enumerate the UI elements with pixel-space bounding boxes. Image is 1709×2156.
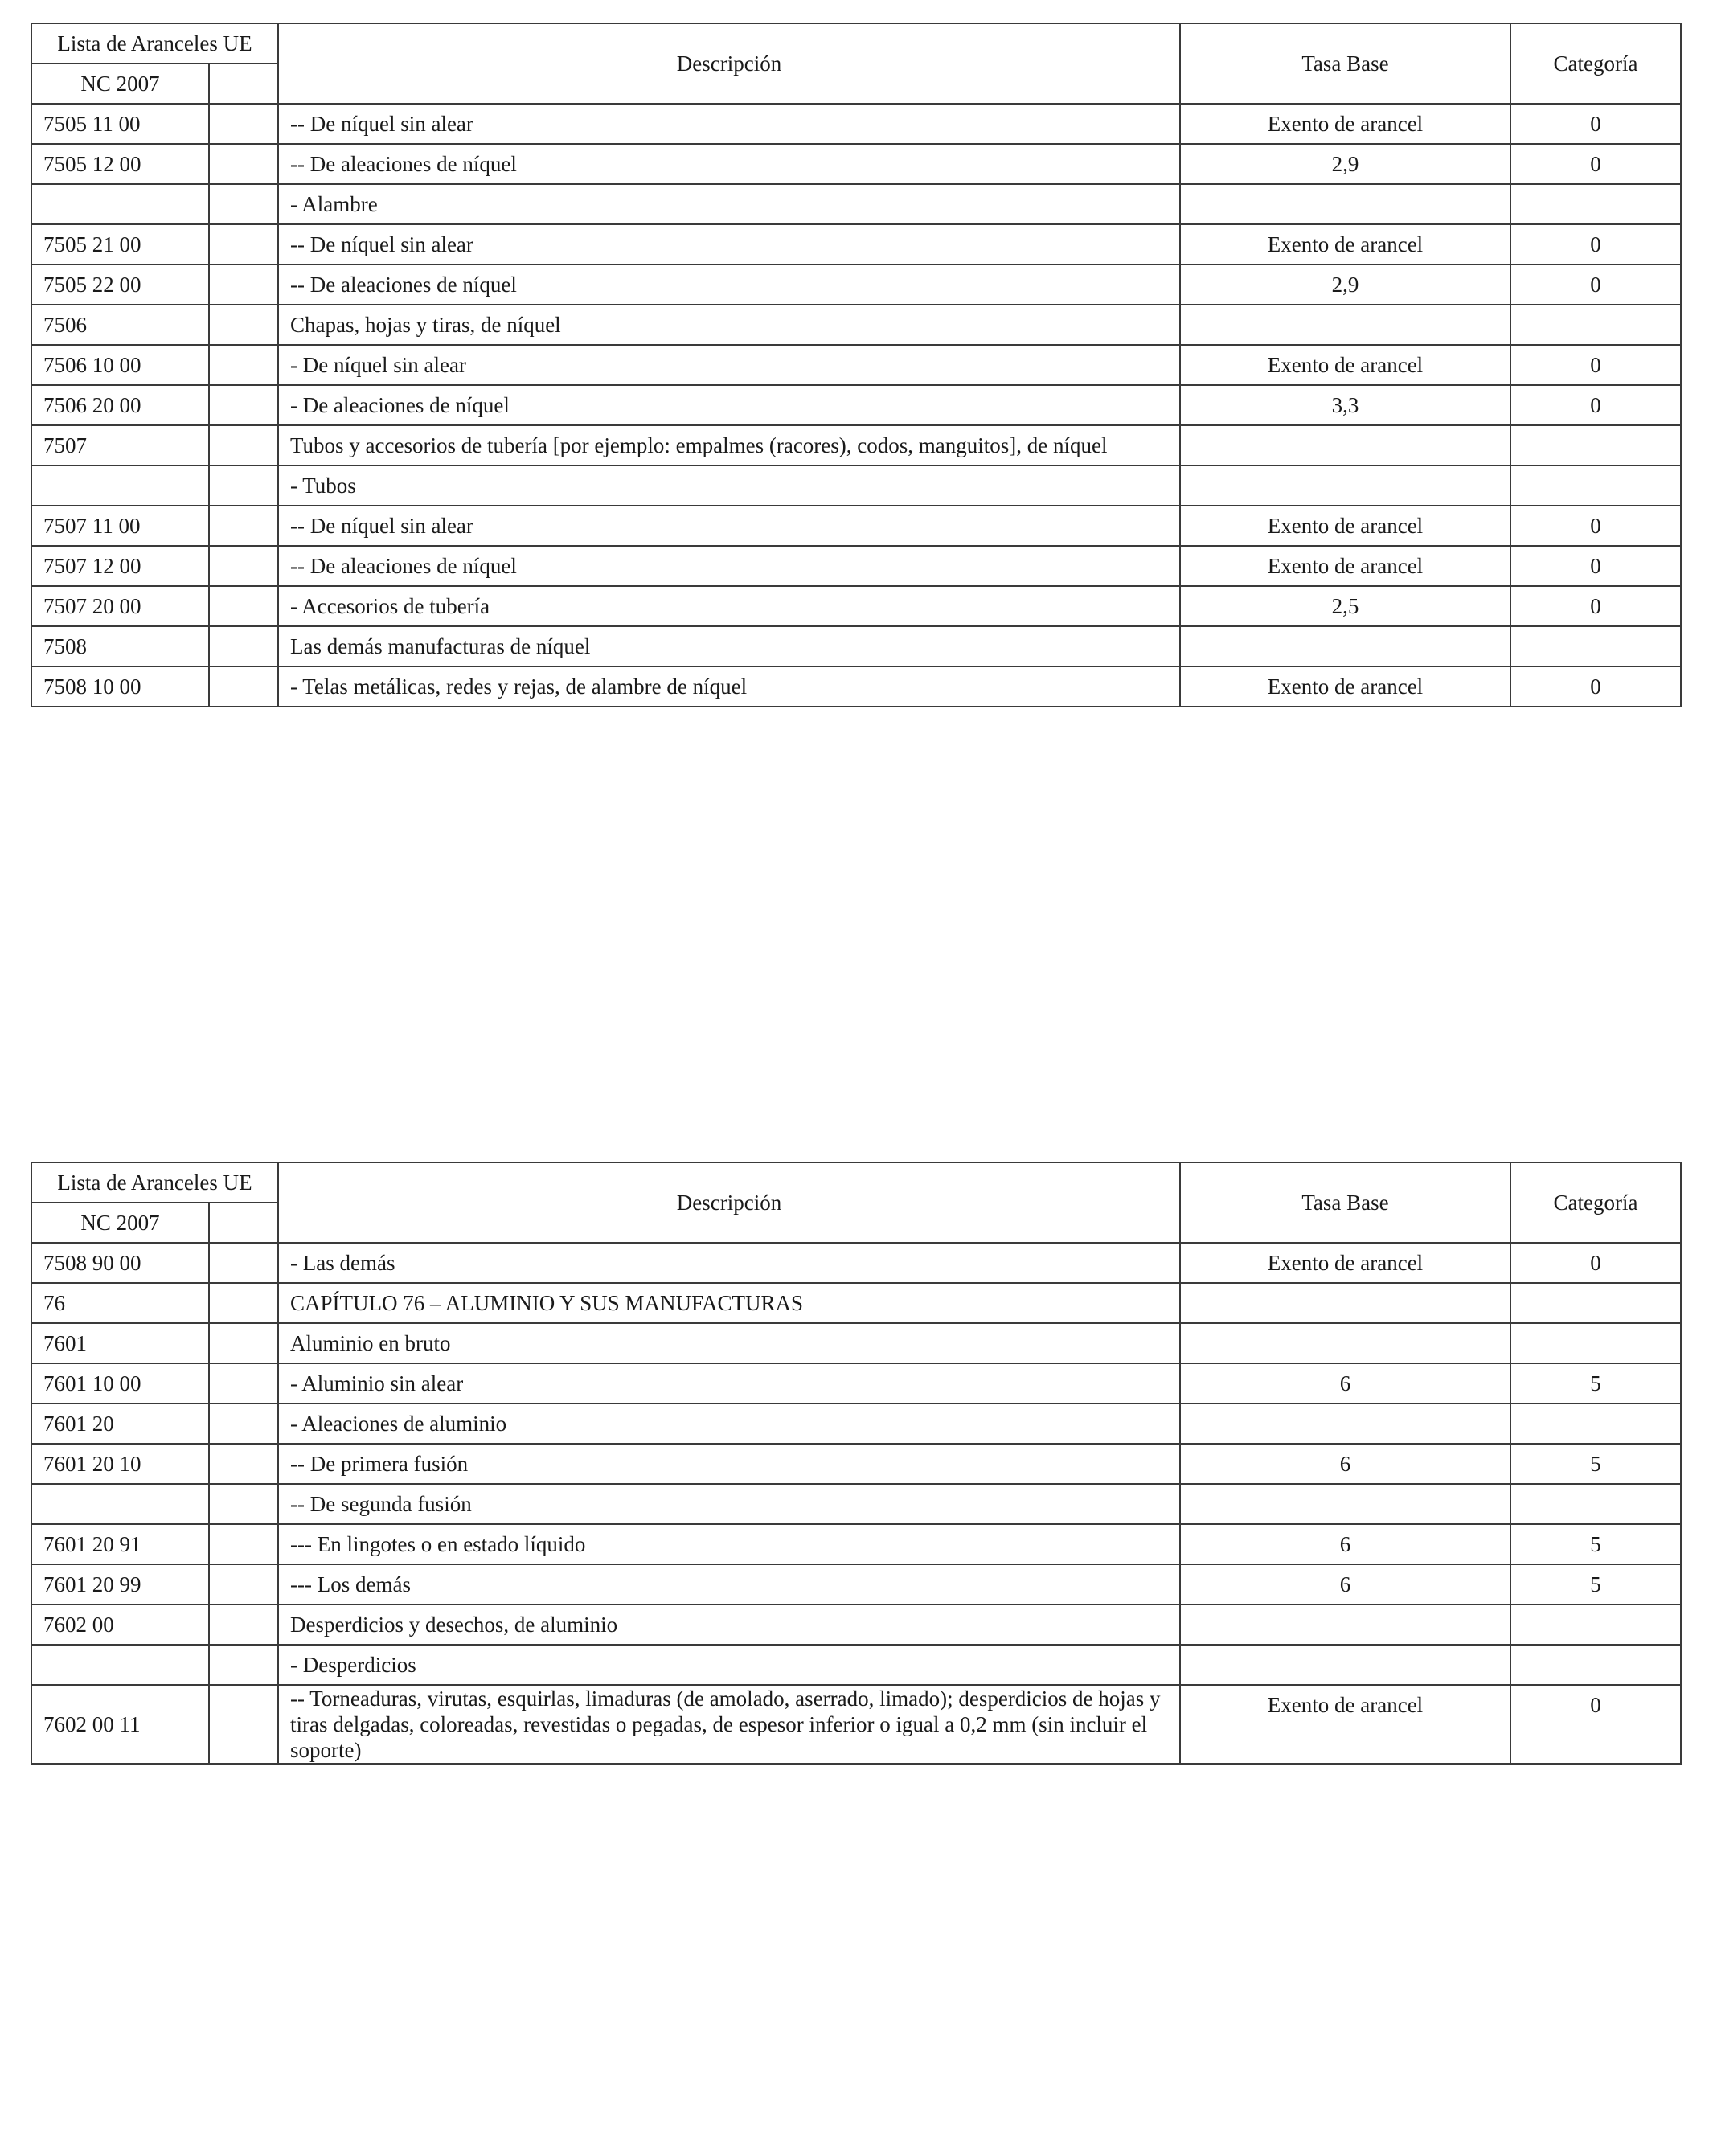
nc-blank-header — [209, 1203, 278, 1243]
code-cell — [31, 1645, 209, 1685]
category-cell — [1510, 465, 1681, 506]
description-cell: - Desperdicios — [278, 1645, 1180, 1685]
table-row — [31, 264, 1681, 305]
description-cell: - Las demás — [278, 1243, 1180, 1283]
blank-cell — [209, 1564, 278, 1605]
code-cell: 7601 10 00 — [31, 1363, 209, 1404]
rate-cell: Exento de arancel — [1180, 1685, 1510, 1764]
table-row — [31, 1564, 1681, 1605]
category-cell: 5 — [1510, 1363, 1681, 1404]
description-cell: - Telas metálicas, redes y rejas, de alambre de níquel — [278, 666, 1180, 707]
blank-cell — [209, 1524, 278, 1564]
rate-cell — [1180, 465, 1510, 506]
blank-cell — [209, 1404, 278, 1444]
description-cell: -- De aleaciones de níquel — [278, 546, 1180, 586]
description-cell: - Alambre — [278, 184, 1180, 224]
table-row — [31, 1484, 1681, 1524]
nc-header: NC 2007 — [31, 1203, 209, 1243]
blank-cell — [209, 626, 278, 666]
table-row — [31, 345, 1681, 385]
category-cell: 0 — [1510, 104, 1681, 144]
category-cell — [1510, 626, 1681, 666]
rate-cell: 6 — [1180, 1444, 1510, 1484]
code-cell: 7508 10 00 — [31, 666, 209, 707]
blank-cell — [209, 546, 278, 586]
code-cell: 7602 00 — [31, 1605, 209, 1645]
nc-blank-header — [209, 64, 278, 104]
description-cell: - De aleaciones de níquel — [278, 385, 1180, 425]
base-rate-header: Tasa Base — [1180, 1162, 1510, 1243]
description-cell: -- De níquel sin alear — [278, 506, 1180, 546]
blank-cell — [209, 1243, 278, 1283]
blank-cell — [209, 465, 278, 506]
code-cell: 7505 22 00 — [31, 264, 209, 305]
category-cell — [1510, 1605, 1681, 1645]
category-header: Categoría — [1510, 1162, 1681, 1243]
category-cell: 5 — [1510, 1524, 1681, 1564]
description-cell: Las demás manufacturas de níquel — [278, 626, 1180, 666]
code-cell: 7505 21 00 — [31, 224, 209, 264]
category-cell — [1510, 305, 1681, 345]
rate-cell: 2,9 — [1180, 144, 1510, 184]
rate-cell — [1180, 1323, 1510, 1363]
code-cell: 7507 — [31, 425, 209, 465]
blank-cell — [209, 1484, 278, 1524]
table-row — [31, 104, 1681, 144]
table-row — [31, 666, 1681, 707]
code-cell: 7601 20 91 — [31, 1524, 209, 1564]
table-row — [31, 184, 1681, 224]
description-cell: Aluminio en bruto — [278, 1323, 1180, 1363]
nc-header: NC 2007 — [31, 64, 209, 104]
blank-cell — [209, 1323, 278, 1363]
table-body-1 — [31, 104, 1681, 707]
blank-cell — [209, 586, 278, 626]
code-cell: 7507 11 00 — [31, 506, 209, 546]
table-row — [31, 1524, 1681, 1564]
description-cell: -- De níquel sin alear — [278, 224, 1180, 264]
list-title-header: Lista de Aranceles UE — [31, 23, 278, 64]
rate-cell: Exento de arancel — [1180, 224, 1510, 264]
rate-cell: 6 — [1180, 1363, 1510, 1404]
blank-cell — [209, 385, 278, 425]
blank-cell — [209, 506, 278, 546]
blank-cell — [209, 1283, 278, 1323]
blank-cell — [209, 224, 278, 264]
code-cell: 7506 — [31, 305, 209, 345]
description-cell: -- De aleaciones de níquel — [278, 144, 1180, 184]
table-row — [31, 1444, 1681, 1484]
table-row — [31, 626, 1681, 666]
blank-cell — [209, 1685, 278, 1764]
table-row — [31, 425, 1681, 465]
code-cell: 76 — [31, 1283, 209, 1323]
blank-cell — [209, 1605, 278, 1645]
code-cell: 7508 90 00 — [31, 1243, 209, 1283]
category-cell: 0 — [1510, 666, 1681, 707]
rate-cell — [1180, 1605, 1510, 1645]
description-header: Descripción — [278, 1162, 1180, 1243]
rate-cell: Exento de arancel — [1180, 104, 1510, 144]
table-row — [31, 546, 1681, 586]
code-cell: 7601 20 — [31, 1404, 209, 1444]
category-cell — [1510, 1283, 1681, 1323]
category-cell: 5 — [1510, 1564, 1681, 1605]
code-cell: 7505 12 00 — [31, 144, 209, 184]
rate-cell: Exento de arancel — [1180, 345, 1510, 385]
rate-cell: Exento de arancel — [1180, 546, 1510, 586]
rate-cell: Exento de arancel — [1180, 666, 1510, 707]
table-row — [31, 385, 1681, 425]
blank-cell — [209, 1444, 278, 1484]
code-cell: 7601 — [31, 1323, 209, 1363]
blank-cell — [209, 1645, 278, 1685]
rate-cell — [1180, 184, 1510, 224]
table-row — [31, 1243, 1681, 1283]
rate-cell — [1180, 1283, 1510, 1323]
category-cell: 0 — [1510, 506, 1681, 546]
rate-cell: Exento de arancel — [1180, 506, 1510, 546]
table-row — [31, 305, 1681, 345]
description-cell: -- Torneaduras, virutas, esquirlas, limaduras (de amolado, aserrado, limado); desperdicios de hojas y tiras delgadas, coloreadas, revestidas o pegadas, de espesor inferior o igual a 0,2 mm (sin incluir el soporte) — [278, 1685, 1180, 1764]
rate-cell — [1180, 1645, 1510, 1685]
blank-cell — [209, 345, 278, 385]
blank-cell — [209, 264, 278, 305]
description-cell: --- En lingotes o en estado líquido — [278, 1524, 1180, 1564]
category-header: Categoría — [1510, 23, 1681, 104]
rate-cell: 6 — [1180, 1564, 1510, 1605]
rate-cell: 3,3 — [1180, 385, 1510, 425]
description-cell: -- De segunda fusión — [278, 1484, 1180, 1524]
table-row — [31, 506, 1681, 546]
rate-cell — [1180, 305, 1510, 345]
description-cell: --- Los demás — [278, 1564, 1180, 1605]
category-cell: 0 — [1510, 385, 1681, 425]
code-cell: 7601 20 99 — [31, 1564, 209, 1605]
code-cell: 7508 — [31, 626, 209, 666]
blank-cell — [209, 184, 278, 224]
table-row — [31, 1645, 1681, 1685]
blank-cell — [209, 104, 278, 144]
description-cell: -- De aleaciones de níquel — [278, 264, 1180, 305]
table-body-2 — [31, 1243, 1681, 1764]
description-header: Descripción — [278, 23, 1180, 104]
category-cell: 0 — [1510, 1685, 1681, 1764]
rate-cell — [1180, 1404, 1510, 1444]
description-cell: - Tubos — [278, 465, 1180, 506]
blank-cell — [209, 666, 278, 707]
description-cell: - Aleaciones de aluminio — [278, 1404, 1180, 1444]
category-cell: 0 — [1510, 144, 1681, 184]
blank-cell — [209, 305, 278, 345]
rate-cell — [1180, 425, 1510, 465]
code-cell: 7507 12 00 — [31, 546, 209, 586]
category-cell: 5 — [1510, 1444, 1681, 1484]
table-row — [31, 1685, 1681, 1764]
code-cell: 7507 20 00 — [31, 586, 209, 626]
description-cell: -- De primera fusión — [278, 1444, 1180, 1484]
blank-cell — [209, 144, 278, 184]
category-cell — [1510, 425, 1681, 465]
code-cell — [31, 1484, 209, 1524]
category-cell: 0 — [1510, 546, 1681, 586]
category-cell: 0 — [1510, 1243, 1681, 1283]
list-title-header: Lista de Aranceles UE — [31, 1162, 278, 1203]
category-cell — [1510, 1404, 1681, 1444]
table-row — [31, 144, 1681, 184]
tariff-table-2 — [31, 1162, 1682, 1765]
rate-cell — [1180, 626, 1510, 666]
description-cell: Tubos y accesorios de tubería [por ejemplo: empalmes (racores), codos, manguitos], de níquel — [278, 425, 1180, 465]
code-cell: 7505 11 00 — [31, 104, 209, 144]
category-cell — [1510, 184, 1681, 224]
category-cell: 0 — [1510, 586, 1681, 626]
table-row — [31, 1404, 1681, 1444]
table-row — [31, 465, 1681, 506]
code-cell: 7602 00 11 — [31, 1685, 209, 1764]
category-cell: 0 — [1510, 264, 1681, 305]
category-cell: 0 — [1510, 345, 1681, 385]
code-cell: 7506 10 00 — [31, 345, 209, 385]
blank-cell — [209, 425, 278, 465]
rate-cell: 2,9 — [1180, 264, 1510, 305]
blank-cell — [209, 1363, 278, 1404]
table-row — [31, 1323, 1681, 1363]
table-row — [31, 1363, 1681, 1404]
description-cell: CAPÍTULO 76 – ALUMINIO Y SUS MANUFACTURAS — [278, 1283, 1180, 1323]
rate-cell — [1180, 1484, 1510, 1524]
code-cell: 7506 20 00 — [31, 385, 209, 425]
code-cell — [31, 465, 209, 506]
tariff-table-1 — [31, 23, 1682, 707]
table-row — [31, 1605, 1681, 1645]
category-cell: 0 — [1510, 224, 1681, 264]
rate-cell: 6 — [1180, 1524, 1510, 1564]
table-row — [31, 1283, 1681, 1323]
description-cell: Chapas, hojas y tiras, de níquel — [278, 305, 1180, 345]
table-row — [31, 586, 1681, 626]
description-cell: - Accesorios de tubería — [278, 586, 1180, 626]
description-cell: -- De níquel sin alear — [278, 104, 1180, 144]
category-cell — [1510, 1484, 1681, 1524]
code-cell — [31, 184, 209, 224]
table-row — [31, 224, 1681, 264]
description-cell: - Aluminio sin alear — [278, 1363, 1180, 1404]
description-cell: - De níquel sin alear — [278, 345, 1180, 385]
code-cell: 7601 20 10 — [31, 1444, 209, 1484]
rate-cell: Exento de arancel — [1180, 1243, 1510, 1283]
category-cell — [1510, 1323, 1681, 1363]
category-cell — [1510, 1645, 1681, 1685]
rate-cell: 2,5 — [1180, 586, 1510, 626]
description-cell: Desperdicios y desechos, de aluminio — [278, 1605, 1180, 1645]
base-rate-header: Tasa Base — [1180, 23, 1510, 104]
